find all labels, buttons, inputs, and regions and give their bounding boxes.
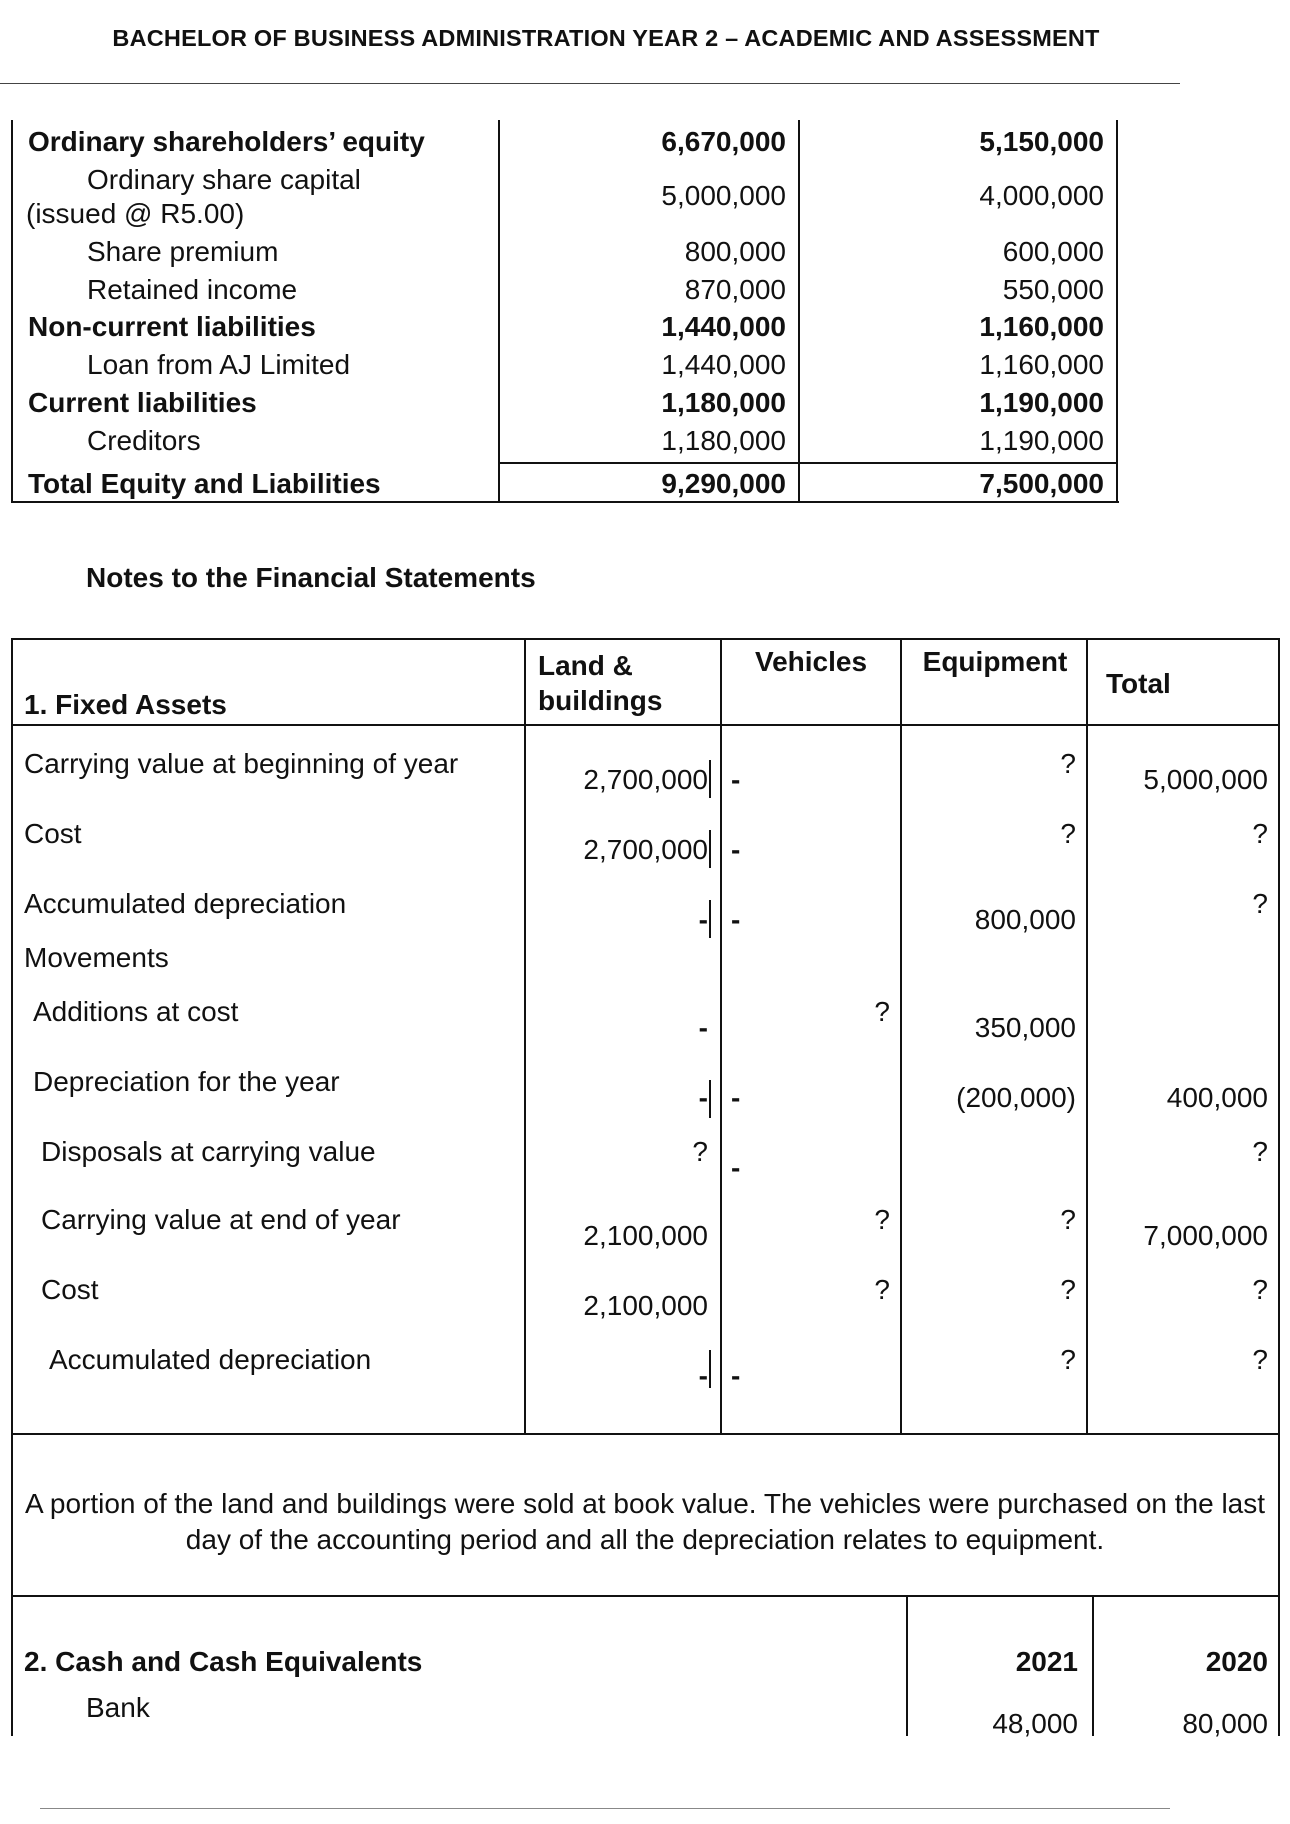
table-border (11, 638, 1279, 640)
fa-equipment-value: ? (1060, 818, 1076, 849)
fa-vehicles-value: - (731, 1082, 741, 1113)
fa-land-value: - (698, 1360, 708, 1391)
fa-land-value: ? (692, 1136, 708, 1167)
equity-value-2020: 7,500,000 (979, 468, 1104, 499)
header-land: Land & (538, 650, 633, 681)
table-border (11, 501, 1119, 503)
fa-vehicles-value: - (731, 1360, 741, 1391)
column-divider (524, 638, 526, 1434)
equity-row-label: Creditors (87, 425, 201, 456)
fa-land-value: 2,700,000 (583, 764, 708, 795)
fa-equipment-value: ? (1060, 1204, 1076, 1235)
equity-value-2021: 6,670,000 (661, 126, 786, 157)
table-border (498, 120, 500, 502)
equity-value-2020: 1,190,000 (979, 387, 1104, 418)
fa-row-label: Accumulated depreciation (49, 1344, 372, 1375)
equity-value-2020: 5,150,000 (979, 126, 1104, 157)
table-border (1116, 120, 1118, 502)
cash-value-2021: 48,000 (992, 1708, 1078, 1739)
header-rule (0, 83, 1180, 84)
fa-equipment-value: (200,000) (956, 1082, 1076, 1113)
cell-divider (709, 1080, 711, 1118)
equity-value-2020: 550,000 (1002, 274, 1104, 305)
equity-row-label: Ordinary shareholders’ equity (28, 126, 425, 157)
header-land-2: buildings (538, 685, 663, 716)
fa-total-value: 7,000,000 (1143, 1220, 1268, 1251)
fa-row-label: Movements (24, 942, 169, 973)
fa-land-value: - (698, 1012, 708, 1043)
fa-equipment-value: ? (1060, 1274, 1076, 1305)
table-border (11, 1433, 1279, 1435)
fa-row-label: Disposals at carrying value (41, 1136, 376, 1167)
cell-divider (709, 760, 711, 798)
table-border (11, 120, 13, 502)
fa-row-label: Accumulated depreciation (24, 888, 347, 919)
fa-row-label: Cost (41, 1274, 99, 1305)
fa-vehicles-value: ? (874, 1204, 890, 1235)
table-border (11, 724, 1279, 726)
cash-year-2020: 2020 (1205, 1646, 1268, 1677)
cell-divider (709, 830, 711, 868)
fa-land-value: 2,100,000 (583, 1220, 708, 1251)
table-border (11, 1595, 1279, 1597)
fa-land-value: - (698, 1082, 708, 1113)
fa-vehicles-value: - (731, 834, 741, 865)
fa-vehicles-value: - (731, 764, 741, 795)
fa-equipment-value: 800,000 (974, 904, 1076, 935)
fa-total-value: 400,000 (1166, 1082, 1268, 1113)
fa-vehicles-value: - (731, 904, 741, 935)
fa-equipment-value: ? (1060, 1344, 1076, 1375)
equity-value-2021: 1,440,000 (661, 349, 786, 380)
equity-value-2021: 9,290,000 (661, 468, 786, 499)
fa-land-value: 2,700,000 (583, 834, 708, 865)
header-total: Total (1106, 668, 1171, 699)
notes-heading: Notes to the Financial Statements (86, 562, 536, 593)
fa-total-value: ? (1252, 818, 1268, 849)
table-border (798, 120, 800, 502)
column-divider (1092, 1596, 1094, 1736)
fa-row-label: Carrying value at end of year (41, 1204, 401, 1235)
fa-total-value: ? (1252, 1344, 1268, 1375)
cash-row-label: Bank (86, 1692, 150, 1723)
equity-value-2021: 1,180,000 (661, 425, 786, 456)
fa-row-label: Additions at cost (33, 996, 239, 1027)
equity-value-2020: 1,160,000 (979, 311, 1104, 342)
equity-value-2020: 4,000,000 (979, 180, 1104, 211)
equity-row-label: Non-current liabilities (28, 311, 316, 342)
fa-land-value: - (698, 904, 708, 935)
equity-row-label: Ordinary share capital (87, 164, 361, 195)
equity-value-2020: 1,160,000 (979, 349, 1104, 380)
fa-total-value: ? (1252, 1136, 1268, 1167)
column-divider (906, 1596, 908, 1736)
equity-value-2021: 800,000 (684, 236, 786, 267)
fa-row-label: Cost (24, 818, 82, 849)
fa-land-value: 2,100,000 (583, 1290, 708, 1321)
footer-rule (40, 1808, 1170, 1809)
table-border (11, 638, 13, 1736)
equity-value-2021: 1,180,000 (661, 387, 786, 418)
fa-vehicles-value: - (731, 1152, 741, 1183)
fa-row-label: Carrying value at beginning of year (24, 748, 459, 779)
fa-total-value: ? (1252, 1274, 1268, 1305)
table-border (1278, 638, 1280, 1736)
fa-equipment-value: 350,000 (974, 1012, 1076, 1043)
fa-row-label: Depreciation for the year (33, 1066, 340, 1097)
equity-row-label: Total Equity and Liabilities (28, 468, 381, 499)
page-header-title: BACHELOR OF BUSINESS ADMINISTRATION YEAR 2 – ACADEMIC AND ASSESSMENT (112, 25, 1100, 51)
column-divider (1086, 638, 1088, 1434)
fa-vehicles-value: ? (874, 1274, 890, 1305)
fixed-assets-note: A portion of the land and buildings were sold at book value. The vehicles were purchased on the last day of the accounting period and all the depreciation relates to equipment. (24, 1488, 1266, 1555)
cash-title: 2. Cash and Cash Equivalents (24, 1646, 423, 1677)
equity-row-label-sub: (issued @ R5.00) (26, 198, 245, 229)
cell-divider (709, 1350, 711, 1388)
equity-value-2021: 1,440,000 (661, 311, 786, 342)
equity-row-label: Share premium (87, 236, 279, 267)
column-divider (900, 638, 902, 1434)
equity-row-label: Loan from AJ Limited (87, 349, 351, 380)
equity-value-2021: 870,000 (684, 274, 786, 305)
equity-row-label: Retained income (87, 274, 298, 305)
fixed-assets-title: 1. Fixed Assets (24, 689, 227, 720)
fa-equipment-value: ? (1060, 748, 1076, 779)
cash-year-2021: 2021 (1015, 1646, 1078, 1677)
equity-value-2020: 1,190,000 (979, 425, 1104, 456)
header-vehicles: Vehicles (754, 646, 868, 677)
equity-value-2021: 5,000,000 (661, 180, 786, 211)
cell-divider (709, 900, 711, 938)
total-rule (498, 462, 1118, 464)
equity-row-label: Current liabilities (28, 387, 257, 418)
column-divider (720, 638, 722, 1434)
header-equipment: Equipment (922, 646, 1068, 677)
equity-value-2020: 600,000 (1002, 236, 1104, 267)
cash-value-2020: 80,000 (1182, 1708, 1268, 1739)
fa-vehicles-value: ? (874, 996, 890, 1027)
fa-total-value: ? (1252, 888, 1268, 919)
fa-total-value: 5,000,000 (1143, 764, 1268, 795)
